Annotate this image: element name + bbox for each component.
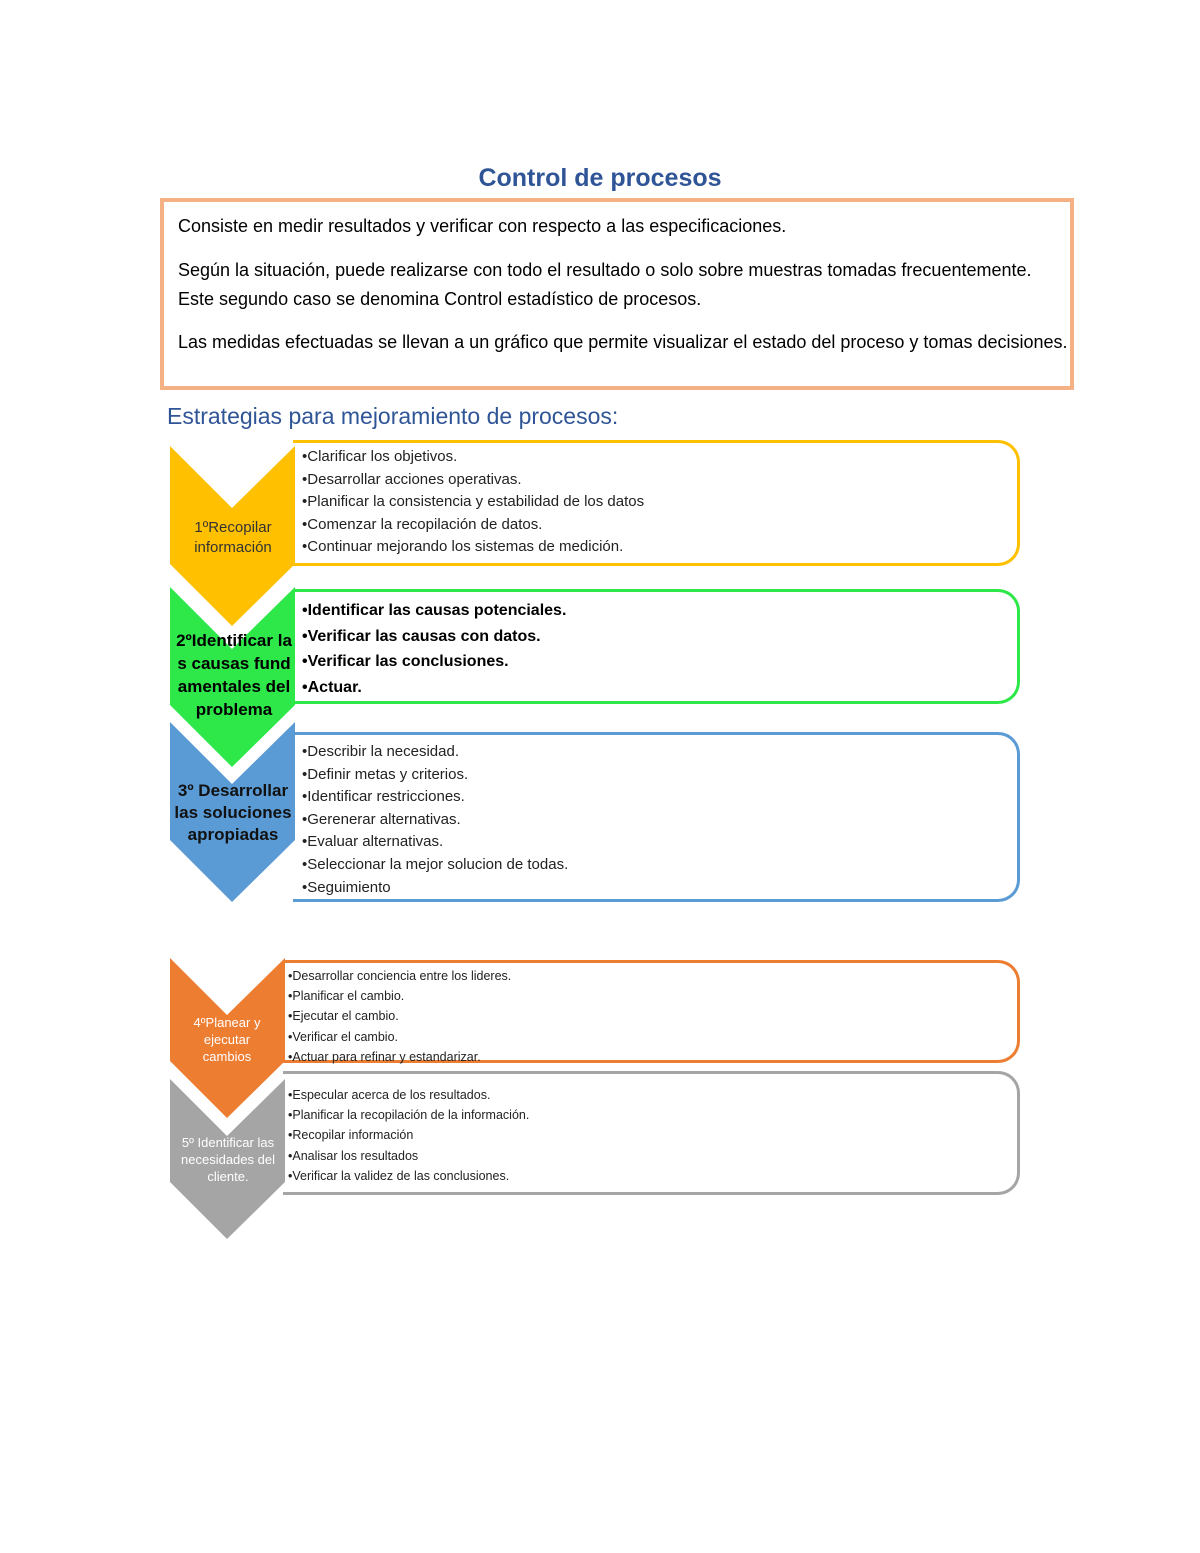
list-item: • Actuar para refinar y estandarizar. (288, 1047, 1017, 1067)
list-item: • Verificar las causas con datos. (302, 624, 1017, 650)
intro-paragraph: Consiste en medir resultados y verificar con respecto a las especificaciones. (178, 216, 787, 236)
list-item: • Especular acerca de los resultados. (288, 1085, 1017, 1105)
step-3-label: 3º Desarrollar las soluciones apropiadas (174, 781, 292, 844)
intro-paragraph: Las medidas efectuadas se llevan a un gráfico que permite visualizar el estado del proceso y tomas decisiones. (178, 332, 1068, 352)
list-item: • Analisar los resultados (288, 1146, 1017, 1166)
list-item: • Desarrollar conciencia entre los lideres. (288, 966, 1017, 986)
step-5-chevron (170, 1079, 285, 1239)
list-item: • Continuar mejorando los sistemas de medición. (302, 536, 1017, 559)
list-item: • Identificar las causas potenciales. (302, 598, 1017, 624)
list-item: • Desarrollar acciones operativas. (302, 469, 1017, 492)
list-item: • Recopilar información (288, 1125, 1017, 1145)
list-item: • Verificar la validez de las conclusiones. (288, 1166, 1017, 1186)
list-item: • Evaluar alternativas. (302, 831, 1017, 854)
list-item: • Gerenerar alternativas. (302, 809, 1017, 832)
list-item: • Comenzar la recopilación de datos. (302, 514, 1017, 537)
step-1-box (293, 440, 1020, 566)
list-item: • Planificar la recopilación de la información. (288, 1105, 1017, 1125)
list-item: • Planificar el cambio. (288, 986, 1017, 1006)
section-subtitle: Estrategias para mejoramiento de procesos: (167, 403, 619, 429)
step-3-chevron (170, 722, 295, 902)
step-5-label: 5º Identificar las necesidades del cliente. (181, 1135, 275, 1184)
list-item: • Clarificar los objetivos. (302, 446, 1017, 469)
page-title: Control de procesos (478, 164, 722, 192)
list-item: • Definir metas y criterios. (302, 764, 1017, 787)
step-5-box (283, 1071, 1020, 1195)
list-item: • Seleccionar la mejor solucion de todas. (302, 854, 1017, 877)
list-item: • Describir la necesidad. (302, 741, 1017, 764)
list-item: • Actuar. (302, 675, 1017, 701)
step-4-label: 4ºPlanear y ejecutar cambios (193, 1015, 261, 1064)
step-4-box (283, 960, 1020, 1063)
list-item: • Ejecutar el cambio. (288, 1006, 1017, 1026)
step-2-box (293, 589, 1020, 704)
intro-paragraph: Según la situación, puede realizarse con todo el resultado o solo sobre muestras tomadas frecuentemente. Este segundo caso se denomina Control estadístico de procesos. (178, 260, 1032, 309)
list-item: • Verificar el cambio. (288, 1027, 1017, 1047)
step-3-box (293, 732, 1020, 902)
step-1-label: 1ºRecopilar información (194, 519, 272, 556)
intro-box (160, 198, 1074, 390)
list-item: • Seguimiento (302, 877, 1017, 900)
list-item: • Identificar restricciones. (302, 786, 1017, 809)
list-item: • Planificar la consistencia y estabilidad de los datos (302, 491, 1017, 514)
step-2-label: 2ºIdentificar las causas fundamentales del problema (176, 631, 292, 719)
list-item: • Verificar las conclusiones. (302, 649, 1017, 675)
